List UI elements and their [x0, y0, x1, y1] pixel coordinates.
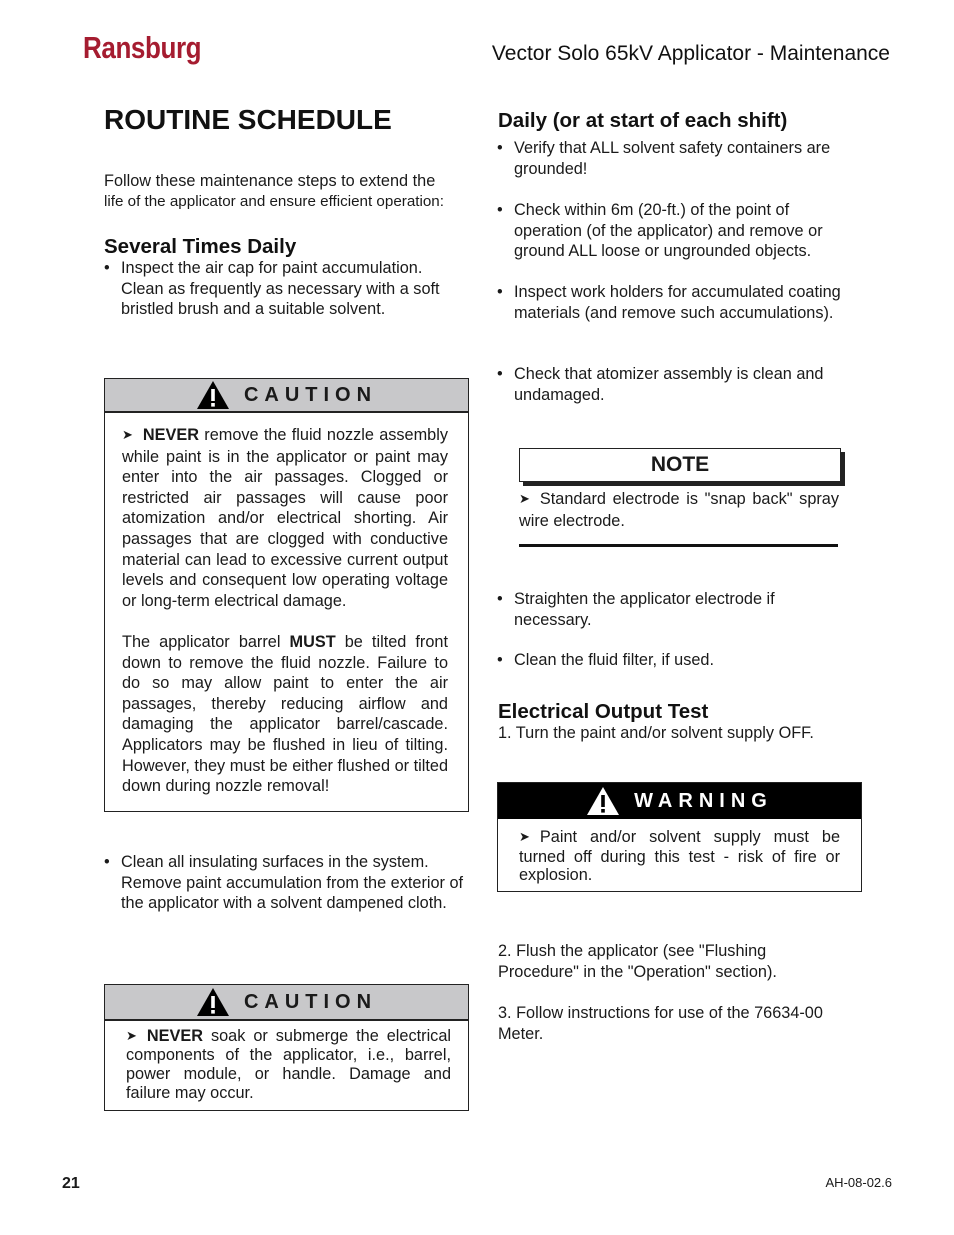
clean-filter-bullet: • Clean the fluid filter, if used.	[497, 650, 852, 671]
caution-box-electrical	[104, 984, 469, 1111]
arrow-bullet-icon: ➤	[126, 1028, 137, 1043]
caution-text: The applicator barrel	[122, 632, 290, 651]
daily-bullet-2: • Check within 6m (20-ft.) of the point of operation (of the applicator) and remove or ground ALL loose or ungrounded objects.	[497, 200, 860, 262]
caution-header	[105, 985, 468, 1021]
caution-paragraph-2	[122, 632, 448, 797]
straighten-electrode-bullet: • Straighten the applicator electrode if necessary.	[497, 589, 852, 630]
caution-text: soak or submerge the electrical components of the applicator, i.e., barrel, power module, or handle. Damage and failure may occur.	[126, 1027, 451, 1102]
page-title: ROUTINE SCHEDULE	[104, 104, 392, 135]
arrow-bullet-icon: ➤	[519, 491, 530, 506]
daily-heading: Daily (or at start of each shift)	[498, 109, 788, 132]
warning-label: WARNING	[634, 789, 773, 812]
caution-text: be tilted front down to remove the fluid nozzle. Failure to do so may allow paint to enter the air passages, thereby reducing airflow and damaging the applicator barrel/cascade. Applicators may be flushed in lieu of tilting. However, they must be either flushed or tilted down during nozzle removal!	[122, 632, 448, 796]
several-times-daily-bullet: • Inspect the air cap for paint accumulation. Clean as frequently as necessary with a soft bristled brush and a suitable solvent.	[104, 258, 464, 320]
warning-text: Paint and/or solvent supply must be turned off during this test - risk of fire or explosion.	[519, 828, 840, 885]
caution-body	[122, 425, 448, 797]
intro-line-2: life of the applicator and ensure efficient operation:	[104, 192, 444, 210]
document-code: AH-08-02.6	[825, 1175, 892, 1190]
arrow-bullet-icon: ➤	[519, 829, 530, 844]
test-step-2: 2. Flush the applicator (see "Flushing Procedure" in the "Operation" section).	[498, 942, 777, 981]
caution-box-nozzle	[104, 378, 469, 812]
header-title: Vector Solo 65kV Applicator - Maintenance	[491, 42, 890, 65]
never-emphasis: NEVER	[142, 426, 200, 444]
note-body	[519, 489, 839, 531]
bullet-text: Straighten the applicator electrode if necessary.	[514, 590, 775, 629]
electrical-output-test-heading: Electrical Output Test	[498, 700, 709, 723]
warning-header	[498, 783, 861, 819]
warning-body	[519, 828, 840, 885]
caution-header	[105, 379, 468, 413]
intro-line-1: Follow these maintenance steps to extend the	[104, 172, 436, 190]
test-step-3: 3. Follow instructions for use of the 76634-00 Meter.	[498, 1004, 823, 1043]
bullet-text: Check that atomizer assembly is clean and undamaged.	[514, 365, 824, 404]
arrow-bullet-icon: ➤	[122, 427, 133, 442]
warning-box	[497, 782, 862, 892]
test-step-1: 1. Turn the paint and/or solvent supply OFF.	[498, 724, 814, 742]
bullet-text: Check within 6m (20-ft.) of the point of operation (of the applicator) and remove or ground ALL loose or ungrounded objects.	[514, 201, 823, 261]
clean-insulating-bullet: • Clean all insulating surfaces in the system. Remove paint accumulation from the exterior of the applicator with a solvent dampened cloth.	[104, 852, 468, 914]
bullet-text: Clean all insulating surfaces in the system. Remove paint accumulation from the exterior of the applicator with a solvent dampened cloth.	[121, 853, 464, 913]
warning-triangle-icon	[196, 380, 230, 410]
never-emphasis: NEVER	[146, 1027, 204, 1045]
caution-body	[126, 1027, 451, 1103]
caution-paragraph-1	[122, 425, 448, 611]
note-header: NOTE	[519, 448, 841, 482]
bullet-text: Clean the fluid filter, if used.	[514, 651, 715, 669]
page-number: 21	[62, 1175, 80, 1192]
note-text: Standard electrode is "snap back" spray wire electrode.	[519, 490, 839, 530]
bullet-text: Verify that ALL solvent safety containers are grounded!	[514, 139, 831, 178]
daily-bullet-4: • Check that atomizer assembly is clean and undamaged.	[497, 364, 852, 405]
must-emphasis: MUST	[289, 632, 336, 651]
warning-triangle-icon	[586, 786, 620, 816]
several-times-daily-heading: Several Times Daily	[104, 235, 297, 258]
note-divider	[519, 544, 838, 547]
caution-label: CAUTION	[243, 383, 378, 406]
intro-text	[104, 171, 474, 212]
caution-text: remove the fluid nozzle assembly while paint is in the applicator or paint may enter into the air passages. Clogged or restricted air passages will cause poor atomization and/or electrical shorting. Air passages that are clogged with conductive material can lead to excessive current output levels and consequent low operating voltage or long-term electrical damage.	[122, 426, 448, 610]
bullet-text: Inspect work holders for accumulated coating materials (and remove such accumulations).	[514, 283, 841, 322]
daily-bullet-3: • Inspect work holders for accumulated coating materials (and remove such accumulations).	[497, 282, 847, 323]
ransburg-logo: Ransburg	[83, 30, 202, 65]
daily-bullet-1: • Verify that ALL solvent safety containers are grounded!	[497, 138, 842, 179]
bullet-text: Inspect the air cap for paint accumulation. Clean as frequently as necessary with a soft bristled brush and a suitable solvent.	[121, 259, 440, 319]
caution-label: CAUTION	[243, 990, 378, 1013]
warning-triangle-icon	[196, 987, 230, 1017]
